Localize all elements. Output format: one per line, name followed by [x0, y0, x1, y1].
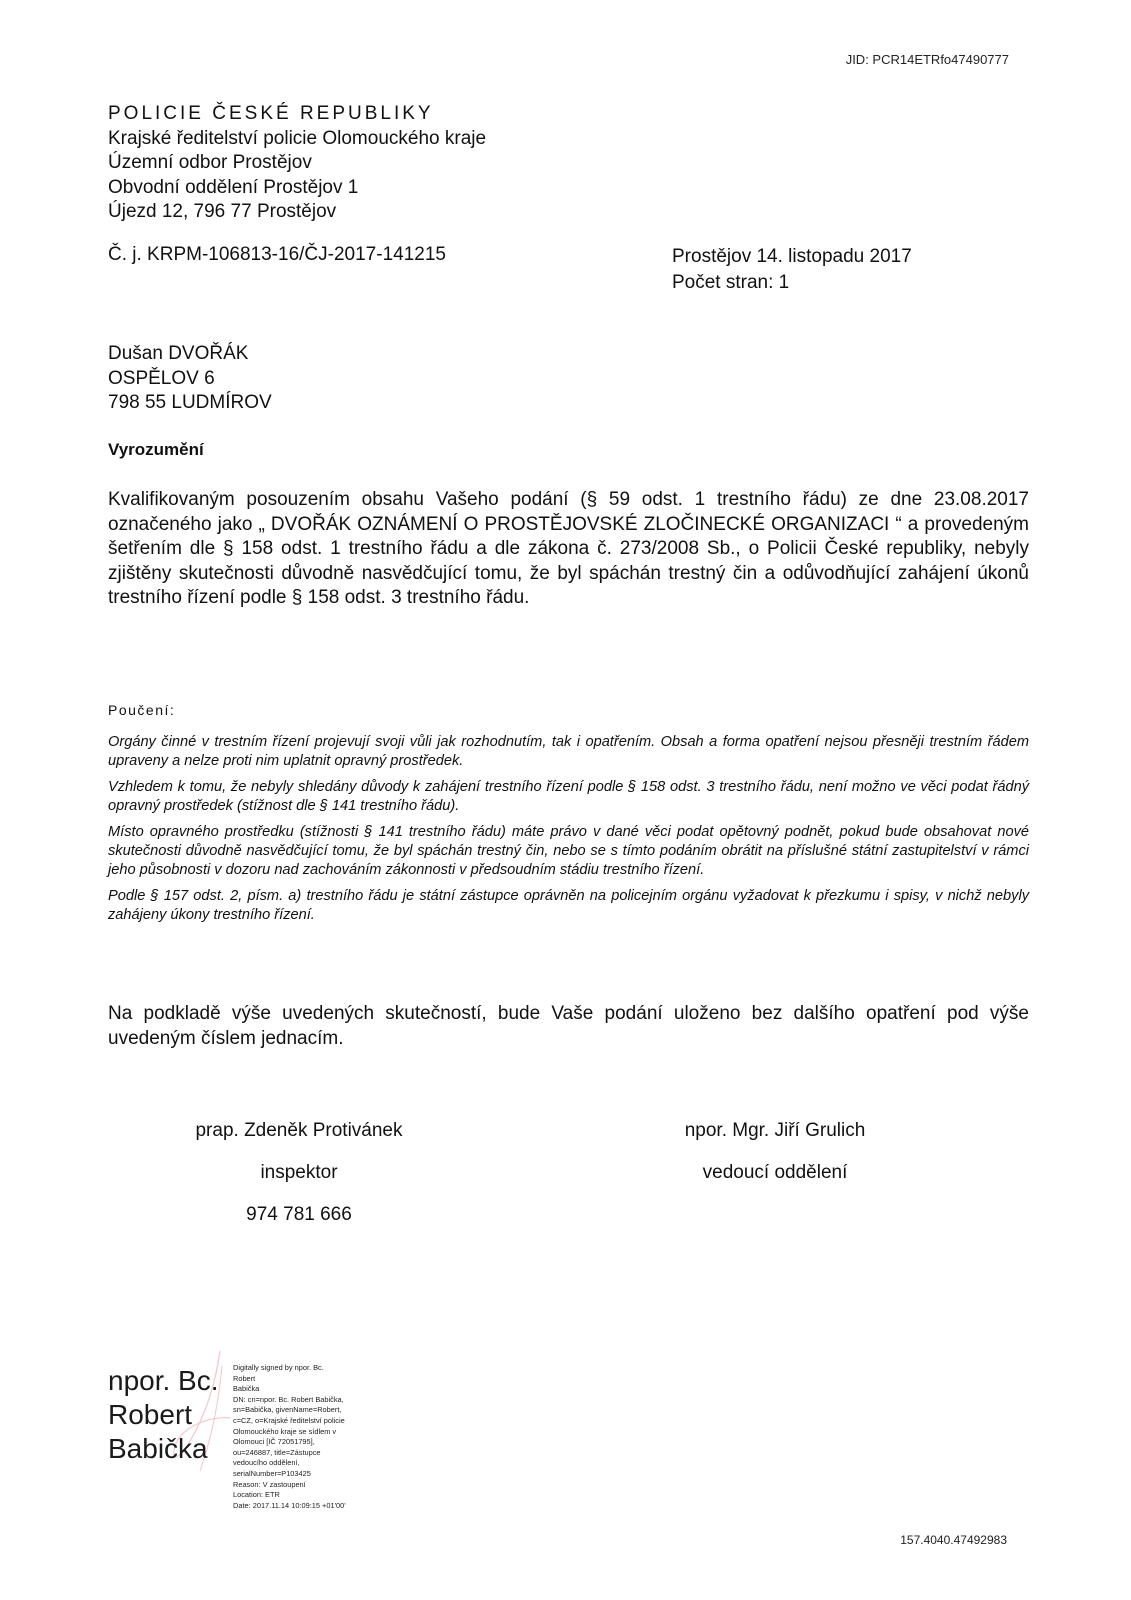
signature-detail-line: sn=Babička, givenName=Robert,: [233, 1405, 342, 1415]
page-count: Počet stran: 1: [672, 272, 790, 293]
digital-signature-details: [233, 1363, 348, 1510]
document-id: JID: PCR14ETRfo47490777: [845, 52, 1009, 67]
signature-detail-line: ou=246887, title=Zástupce: [233, 1447, 321, 1457]
signature-detail-line: Babička: [233, 1384, 260, 1394]
letterhead: [108, 102, 486, 225]
instructions-paragraph: Orgány činné v trestním řízení projevují svoji vůli jak rozhodnutím, tak i opatřením. Obsah a forma opatření nejsou přesněji trestním řádem upraveny a nelze proti nim uplatnit opravný prostředek.: [108, 734, 1029, 769]
instructions: [108, 733, 1029, 932]
digital-signature-line: Babička: [108, 1433, 208, 1464]
instructions-paragraph: Místo opravného prostředku (stížnosti § 141 trestního řádu) máte právo v dané věci podat opětovný podnět, pokud bude obsahovat nové skutečnosti důvodně nasvědčující tomu, že byl spáchán trestný čin, nebo se s tímto podáním obrátit na příslušné státní zastupitelství v rámci jeho působnosti v dozoru nad zachováním zákonnosti v předsoudním stádiu trestního řízení.: [108, 824, 1029, 878]
signatory-role: inspektor: [260, 1162, 338, 1183]
letterhead-line: Územní odbor Prostějov: [108, 152, 312, 173]
signatory-head: [670, 1120, 880, 1184]
signatory-role: vedoucí oddělení: [702, 1162, 848, 1183]
letterhead-line: Krajské ředitelství policie Olomouckého kraje: [108, 127, 487, 149]
recipient-city: 798 55 LUDMÍROV: [108, 392, 272, 413]
signatory-name: npor. Mgr. Jiří Grulich: [684, 1120, 866, 1141]
signature-detail-line: serialNumber=P103425: [233, 1468, 311, 1478]
signature-detail-line: DN: cn=npor. Bc. Robert Babička,: [233, 1394, 344, 1404]
organization-name: POLICIE ČESKÉ REPUBLIKY: [108, 103, 434, 124]
instructions-heading: Poučení:: [108, 702, 176, 718]
signature-detail-line: Location: ETR: [233, 1490, 280, 1500]
document-title: Vyrozumění: [108, 440, 204, 459]
instructions-paragraph: Podle § 157 odst. 2, písm. a) trestního řádu je státní zástupce oprávněn na policejním orgánu vyžadovat k přezkumu i spisy, v nichž nebyly zahájeny úkony trestního řízení.: [108, 888, 1029, 923]
date-block: [672, 244, 912, 296]
digital-signature-line: npor. Bc.: [108, 1365, 219, 1396]
instructions-paragraph: Vzhledem k tomu, že nebyly shledány důvody k zahájení trestního řízení podle § 158 odst. 3 trestního řádu, není možno ve věci podat řádný opravný prostředek (stížnost dle § 141 trestního řádu).: [108, 779, 1029, 814]
letterhead-line: Obvodní oddělení Prostějov 1: [108, 176, 359, 198]
recipient-street: OSPĚLOV 6: [108, 367, 215, 389]
signature-detail-line: Olomouci [IČ 72051795],: [233, 1437, 315, 1447]
signatory-phone: 974 781 666: [246, 1204, 352, 1225]
conclusion-paragraph: Na podkladě výše uvedených skutečností, bude Vaše podání uloženo bez dalšího opatření pod výše uvedeným číslem jednacím.: [108, 1003, 1029, 1049]
recipient-name: Dušan DVOŘÁK: [108, 343, 249, 364]
signature-detail-line: c=CZ, o=Krajské ředitelství policie: [233, 1415, 345, 1425]
recipient-address: [108, 342, 272, 416]
signature-detail-line: Reason: V zastoupení: [233, 1479, 306, 1489]
footer-id: 157.4040.47492983: [900, 1533, 1007, 1547]
signature-detail-line: Date: 2017.11.14 10:09:15 +01'00': [233, 1500, 346, 1510]
place-date: Prostějov 14. listopadu 2017: [672, 246, 912, 267]
signature-detail-line: Digitally signed by npor. Bc. Robert: [233, 1363, 324, 1383]
signatory-inspector: [180, 1120, 418, 1226]
signature-detail-line: Olomouckého kraje se sídlem v: [233, 1426, 337, 1436]
signatory-name: prap. Zdeněk Protivánek: [195, 1120, 403, 1141]
letterhead-line: Újezd 12, 796 77 Prostějov: [108, 201, 337, 222]
signature-detail-line: vedoucího oddělení,: [233, 1458, 300, 1468]
digital-signature-name: [108, 1364, 219, 1466]
reference-number: Č. j. KRPM-106813-16/ČJ-2017-141215: [108, 244, 446, 265]
digital-signature-line: Robert: [108, 1399, 193, 1430]
body-paragraph: Kvalifikovaným posouzením obsahu Vašeho podání (§ 59 odst. 1 trestního řádu) ze dne 23.08.2017 označeného jako „ DVOŘÁK OZNÁMENÍ O PROSTĚJOVSKÉ ZLOČINECKÉ ORGANIZACI “ a provedeným šetřením dle § 158 odst. 1 trestního řádu a dle zákona č. 273/2008 Sb., o Policii České republiky, nebyly zjištěny skutečnosti důvodně nasvědčující tomu, že byl spáchán trestný čin a odůvodňující zahájení úkonů trestního řízení podle § 158 odst. 3 trestního řádu.: [108, 489, 1029, 608]
